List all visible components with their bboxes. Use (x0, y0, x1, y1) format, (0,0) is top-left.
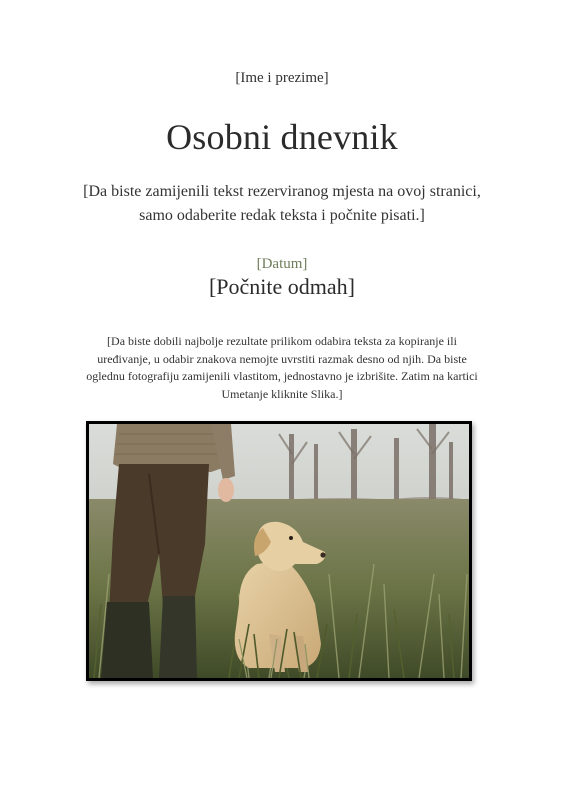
intro-placeholder-text[interactable]: [Da biste zamijenili tekst rezerviranog mjesta na ovoj stranici, samo odaberite redak teksta i počnite pisati.] (83, 183, 481, 224)
date-placeholder[interactable]: [Datum] (256, 256, 308, 272)
photo-person-and-dog (89, 424, 469, 678)
document-title[interactable]: Osobni dnevnik (166, 117, 398, 157)
entry-body-text[interactable]: [Da biste dobili najbolje rezultate prilikom odabira teksta za kopiranje ili uređivanje, u odabir znakova nemojte uvrstiti razmak desno od njih. Da biste oglednu fotografiju zamijenili vlastitom, jednostavno je izbrišite. Zatim na kartici Umetanje kliknite Slika.] (86, 334, 478, 401)
sample-photo[interactable] (86, 421, 472, 681)
entry-heading[interactable]: [Počnite odmah] (208, 274, 356, 299)
author-name-placeholder[interactable]: [Ime i prezime] (235, 70, 329, 86)
